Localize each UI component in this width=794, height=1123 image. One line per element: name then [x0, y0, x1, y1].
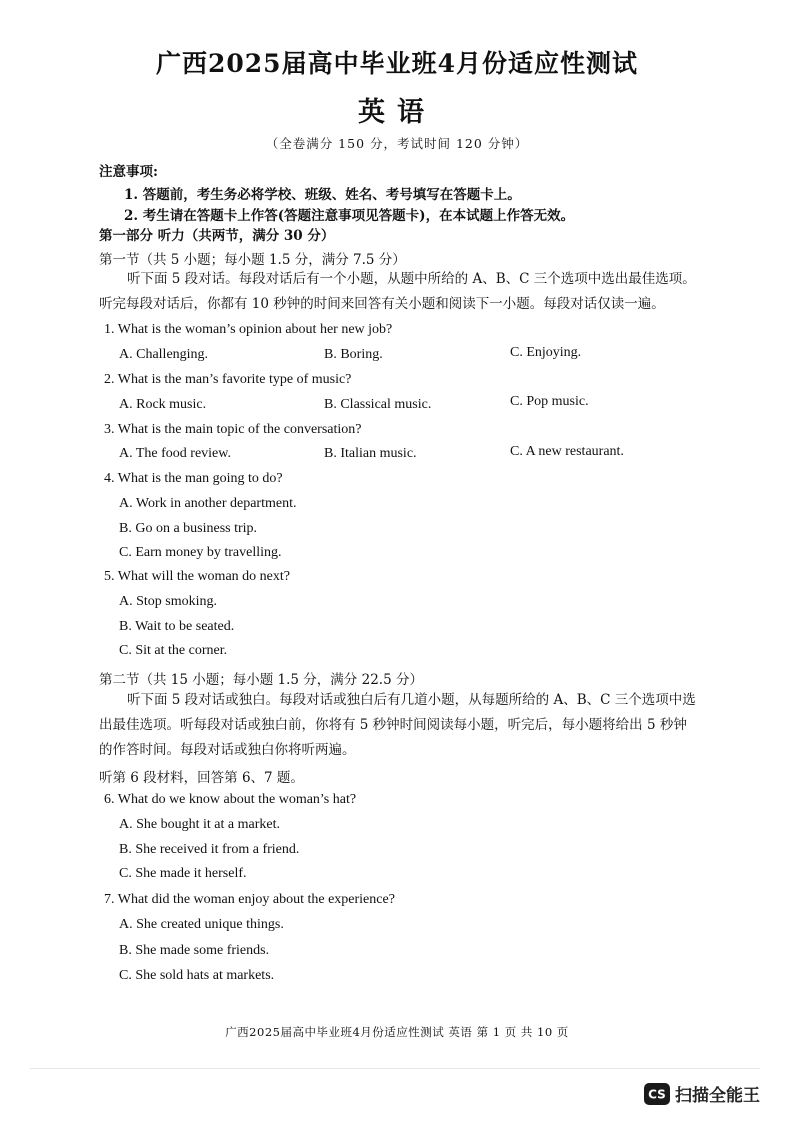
option-a: A. The food review. [119, 446, 231, 461]
section1-instructions: 听下面 5 段对话。每段对话后有一个小题，从题中所给的 A、B、C 三个选项中选出最佳选项。听完每段对话后，你都有 10 秒钟的时间来回答有关小题和阅读下一小题。每段对话仅读一遍。 [99, 271, 696, 312]
part1-heading: 第一部分 听力（共两节，满分 30 分） [99, 228, 335, 244]
scanner-app-name: 扫描全能王 [675, 1086, 760, 1106]
question-1: 1. What is the woman’s opinion about her new job? [104, 322, 393, 337]
option-a: A. Challenging. [119, 347, 209, 362]
option-a: A. Work in another department. [119, 496, 297, 511]
option-a: A. Rock music. [119, 397, 207, 412]
scanner-watermark [644, 1081, 760, 1106]
camscanner-logo-icon [644, 1083, 670, 1105]
question-6: 6. What do we know about the woman’s hat? [104, 792, 357, 807]
material-note: 听第 6 段材料，回答第 6、7 题。 [99, 770, 304, 786]
option-c: C. She sold hats at markets. [119, 968, 275, 983]
question-2: 2. What is the man’s favorite type of music? [104, 372, 352, 387]
option-a: A. She created unique things. [119, 917, 284, 932]
exam-subject: 英语 [358, 97, 436, 128]
option-b: B. Go on a business trip. [119, 521, 258, 536]
option-b: B. Classical music. [324, 397, 432, 412]
option-b: B. Wait to be seated. [119, 619, 235, 634]
option-c: C. Earn money by travelling. [119, 545, 282, 560]
page-footer: 广西2025届高中毕业班4月份适应性测试 英语 第 1 页 共 10 页 [225, 1025, 569, 1039]
option-b: B. She received it from a friend. [119, 842, 300, 857]
question-4: 4. What is the man going to do? [104, 471, 283, 486]
option-c: C. Sit at the corner. [119, 643, 228, 658]
option-c: C. Enjoying. [510, 345, 582, 360]
notice-item: 2. 考生请在答题卡上作答(答题注意事项见答题卡)，在本试题上作答无效。 [124, 208, 575, 224]
option-a: A. She bought it at a market. [119, 817, 280, 832]
option-c: C. A new restaurant. [510, 444, 624, 459]
notice-item: 1. 答题前，考生务必将学校、班级、姓名、考号填写在答题卡上。 [124, 187, 521, 203]
option-a: A. Stop smoking. [119, 594, 218, 609]
section1-heading: 第一节（共 5 小题；每小题 1.5 分，满分 7.5 分） [99, 252, 406, 268]
option-c: C. Pop music. [510, 394, 589, 409]
question-7: 7. What did the woman enjoy about the experience? [104, 892, 395, 907]
svg-text:CS: CS [648, 1087, 666, 1101]
question-3: 3. What is the main topic of the conversation? [104, 422, 362, 437]
notice-heading: 注意事项: [99, 164, 158, 180]
option-b: B. Italian music. [324, 446, 417, 461]
section2-heading: 第二节（共 15 小题；每小题 1.5 分，满分 22.5 分） [99, 672, 423, 688]
question-5: 5. What will the woman do next? [104, 569, 290, 584]
section2-instructions: 听下面 5 段对话或独白。每段对话或独白后有几道小题，从每题所给的 A、B、C 三个选项中选出最佳选项。听每段对话或独白前，你将有 5 秒钟时间阅读每小题，听完后，每小题将给出 5 秒钟的作答时间。每段对话或独白你将听两遍。 [99, 692, 696, 758]
score-info: （全卷满分 150 分，考试时间 120 分钟） [265, 136, 529, 151]
exam-title: 广西2025届高中毕业班4月份适应性测试 [156, 49, 638, 78]
option-c: C. She made it herself. [119, 866, 247, 881]
option-b: B. She made some friends. [119, 943, 270, 958]
option-b: B. Boring. [324, 347, 383, 362]
divider [30, 1068, 760, 1069]
